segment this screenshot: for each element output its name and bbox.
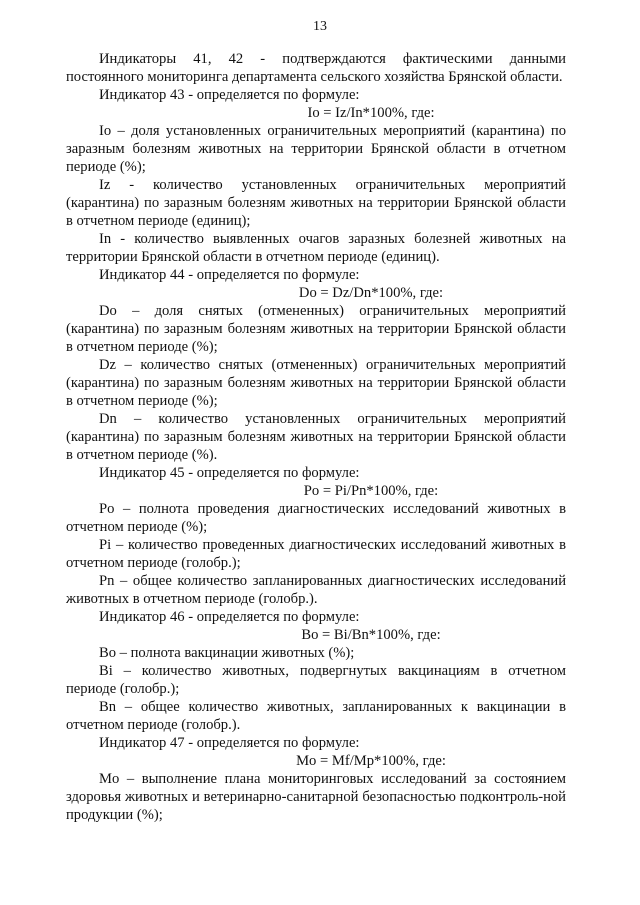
formula-indicator-45: Po = Pi/Pn*100%, где: [303,483,439,499]
paragraph-mo-definition: Mo – выполнение плана мониторинговых исследований за состоянием здоровья животных и ветеринарно-санитарной безопасностью подконтроль-ной продукции (%); [66,771,566,823]
paragraph-in-definition: In - количество выявленных очагов заразных болезней животных на территории Брянской области в отчетном периоде (единиц). [66,231,566,265]
paragraph-io-definition: Io – доля установленных ограничительных мероприятий (карантина) по заразным болезням животных на территории Брянской области в отчетном периоде (%); [66,123,566,175]
paragraph-indicator-43-intro: Индикатор 43 - определяется по формуле: [99,87,360,103]
document-body [66,38,566,824]
paragraph-indicator-45-intro: Индикатор 45 - определяется по формуле: [99,465,360,481]
formula-indicator-43: Io = Iz/In*100%, где: [307,105,435,121]
paragraph-do-definition: Do – доля снятых (отмененных) ограничительных мероприятий (карантина) по заразным болезням животных на территории Брянской области в отчетном периоде (%); [66,303,566,355]
formula-indicator-46: Bo = Bi/Bn*100%, где: [301,627,441,643]
paragraph-bn-definition: Bn – общее количество животных, запланированных к вакцинации в отчетном периоде (голобр.). [66,699,566,733]
paragraph-pn-definition: Pn – общее количество запланированных диагностических исследований животных в отчетном периоде (голобр.). [66,573,566,607]
paragraph-pi-definition: Pi – количество проведенных диагностических исследований животных в отчетном периоде (голобр.); [66,537,566,571]
paragraph-indicators-41-42: Индикаторы 41, 42 - подтверждаются фактическими данными постоянного мониторинга департамента сельского хозяйства Брянской области. [66,51,566,85]
paragraph-dz-definition: Dz – количество снятых (отмененных) ограничительных мероприятий (карантина) по заразным болезням животных на территории Брянской области в отчетном периоде (%); [66,357,566,409]
paragraph-bi-definition: Bi – количество животных, подвергнутых вакцинациям в отчетном периоде (голобр.); [66,663,566,697]
paragraph-iz-definition: Iz - количество установленных ограничительных мероприятий (карантина) по заразным болезням животных на территории Брянской области в отчетном периоде (единиц); [66,177,566,229]
paragraph-bo-definition: Bo – полнота вакцинации животных (%); [99,645,355,661]
paragraph-indicator-47-intro: Индикатор 47 - определяется по формуле: [99,735,360,751]
paragraph-indicator-44-intro: Индикатор 44 - определяется по формуле: [99,267,360,283]
page-number: 13 [313,19,327,34]
paragraph-indicator-46-intro: Индикатор 46 - определяется по формуле: [99,609,360,625]
paragraph-po-definition: Po – полнота проведения диагностических исследований животных в отчетном периоде (%); [66,501,566,535]
paragraph-dn-definition: Dn – количество установленных ограничительных мероприятий (карантина) по заразным болезням животных на территории Брянской области в отчетном периоде (%). [66,411,566,463]
formula-indicator-44: Do = Dz/Dn*100%, где: [298,285,444,301]
formula-indicator-47: Mo = Mf/Mp*100%, где: [296,753,446,769]
